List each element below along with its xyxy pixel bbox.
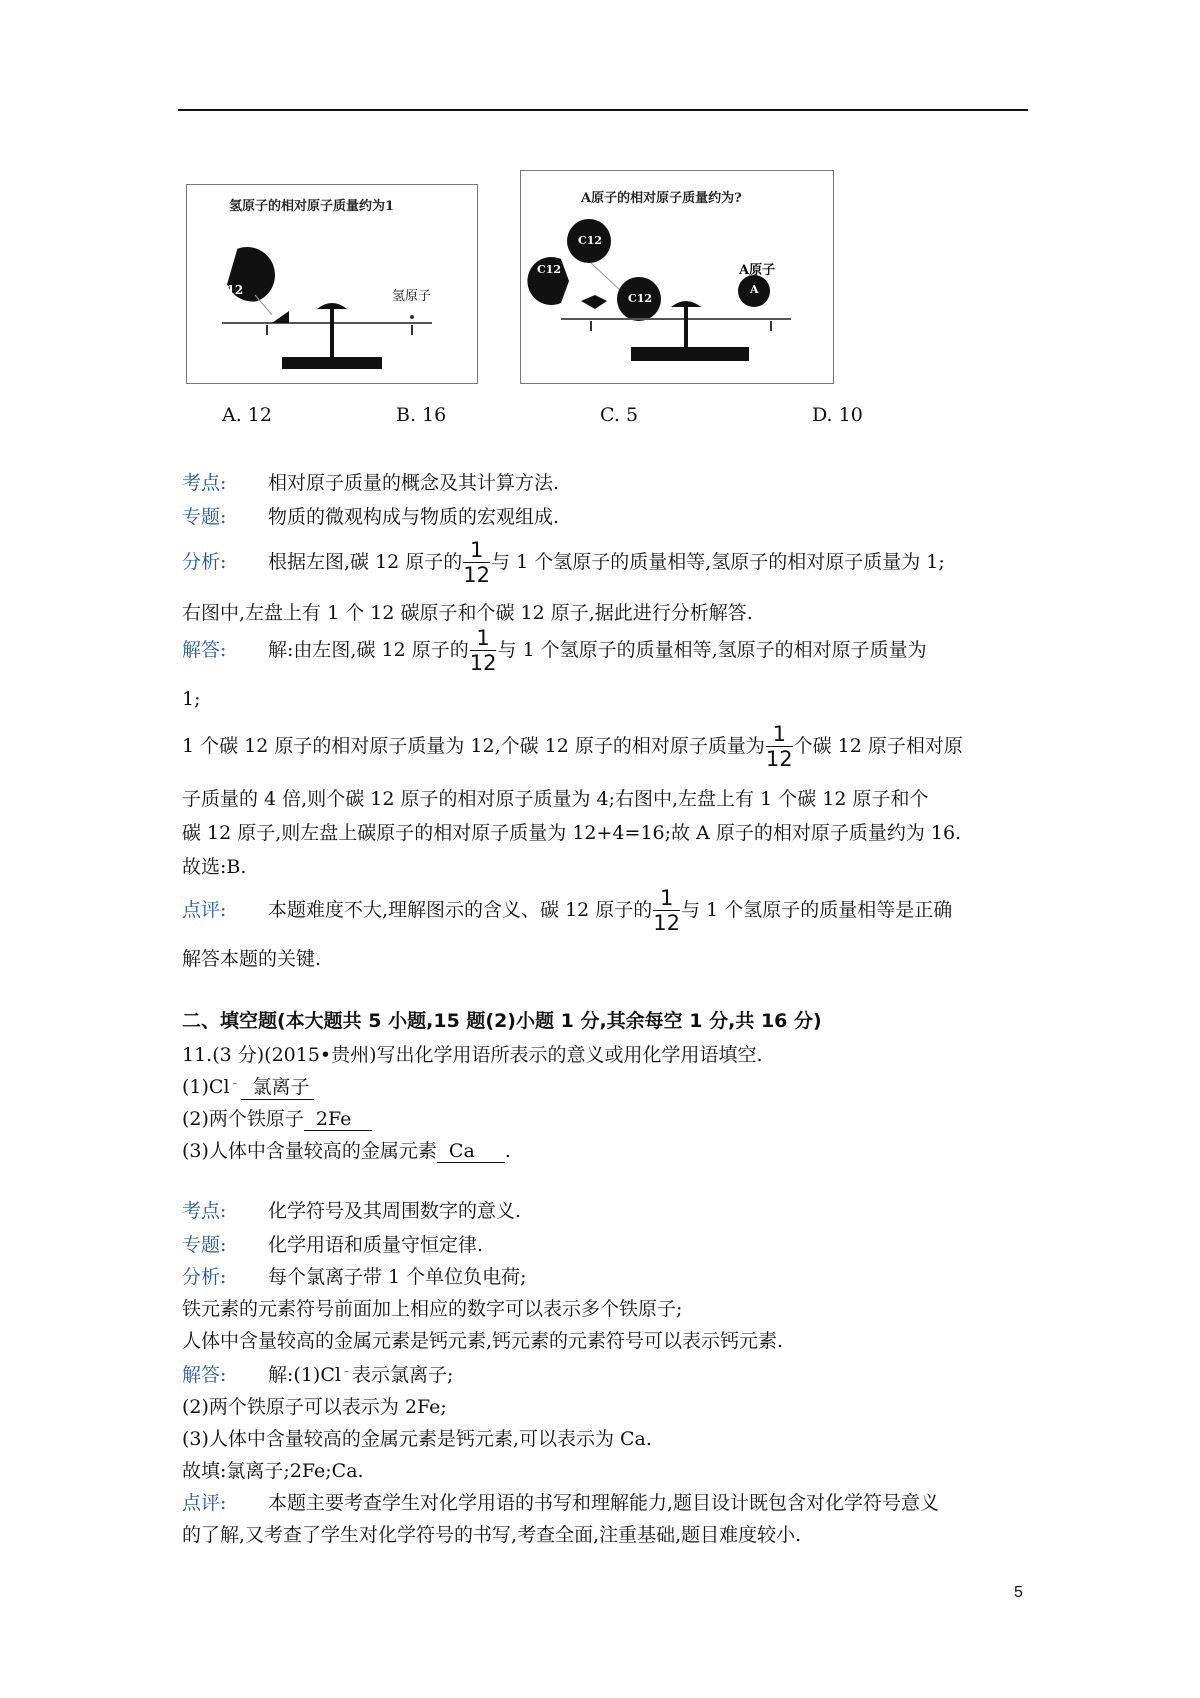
q10-dianping-pre: 本题难度不大,理解图示的含义、碳 12 原子的 — [268, 899, 653, 921]
q10-jieda-post: 与 1 个氢原子的质量相等,氢原子的相对原子质量为 — [497, 639, 927, 661]
header-rule — [178, 109, 1028, 111]
section-heading: 二、填空题(本大题共 5 小题,15 题(2)小题 1 分,其余每空 1 分,共 16 分) — [182, 1010, 822, 1032]
q10-jieda-line5: 碳 12 原子,则左盘上碳原子的相对原子质量为 12+4=16;故 A 原子的相对原子质量约为 16. — [182, 822, 962, 844]
option-c: C. 5 — [600, 404, 639, 426]
option-a: A. 12 — [222, 404, 272, 426]
q10-jieda-line4: 子质量的 4 倍,则个碳 12 原子的相对原子质量为 4;右图中,左盘上有 1 个碳 12 原子和个 — [182, 788, 929, 810]
figure-right-a-ball: A — [750, 283, 759, 296]
label-dianping: 点评: — [182, 899, 227, 921]
q11-fenxi — [182, 1262, 527, 1289]
q11-jieda — [182, 1360, 453, 1387]
figure-left-title: 氢原子的相对原子质量约为1 — [229, 199, 395, 214]
q11-jieda-line4: 故填:氯离子;2Fe;Ca. — [182, 1460, 364, 1482]
q10-zhuanti-text: 物质的微观构成与物质的宏观组成. — [268, 506, 560, 528]
q11-part1 — [182, 1072, 314, 1100]
fraction-one-twelfth: $\frac{1}{12}$ — [469, 626, 497, 675]
q11-dianping-line2: 的了解,又考查了学生对化学符号的书写,考查全面,注重基础,题目难度较小. — [182, 1524, 802, 1546]
fraction-one-twelfth: $\frac{1}{12}$ — [463, 538, 491, 587]
q11-part3 — [182, 1136, 511, 1163]
q10-jieda-line2: 1; — [182, 688, 201, 710]
q11-jieda-line2: (2)两个铁原子可以表示为 2Fe; — [182, 1396, 447, 1418]
q10-jieda-pre: 解:由左图,碳 12 原子的 — [268, 639, 469, 661]
q11-stem: 11.(3 分)(2015•贵州)写出化学用语所表示的意义或用化学用语填空. — [182, 1044, 763, 1066]
answer-options — [178, 404, 1028, 430]
label-jieda: 解答: — [182, 1364, 227, 1386]
q11-part2 — [182, 1104, 372, 1131]
q11-jieda-pre: 解:(1)Cl — [268, 1364, 341, 1386]
figure-left-side-label: 氢原子 — [392, 289, 432, 304]
q10-kaodian-text: 相对原子质量的概念及其计算方法. — [268, 472, 560, 494]
figure-right-ball-label-2: C12 — [537, 263, 562, 276]
balance-scale-right — [521, 171, 833, 383]
label-zhuanti: 专题: — [182, 1234, 227, 1256]
label-kaodian: 考点: — [182, 472, 227, 494]
q11-fenxi-line2: 铁元素的元素符号前面加上相应的数字可以表示多个铁原子; — [182, 1298, 683, 1320]
q11-zhuanti-text: 化学用语和质量守恒定律. — [268, 1234, 484, 1256]
fraction-one-twelfth: $\frac{1}{12}$ — [653, 886, 681, 935]
figure-right-ball-label-3: C12 — [628, 292, 653, 305]
q11-kaodian — [182, 1196, 521, 1223]
figure-right — [520, 170, 834, 384]
figure-right-a-label: A原子 — [739, 263, 776, 278]
q10-zhuanti — [182, 502, 559, 529]
label-zhuanti: 专题: — [182, 506, 227, 528]
q11-part1-pre: (1)Cl — [182, 1076, 230, 1098]
q11-kaodian-text: 化学符号及其周围数字的意义. — [268, 1200, 522, 1222]
q11-part2-pre: (2)两个铁原子 — [182, 1108, 304, 1130]
q11-part1-answer: 氯离子 — [241, 1072, 314, 1100]
figure-right-ball-label-1: C12 — [578, 234, 603, 247]
q11-jieda-line3: (3)人体中含量较高的金属元素是钙元素,可以表示为 Ca. — [182, 1428, 652, 1450]
q10-fenxi-pre: 根据左图,碳 12 原子的 — [268, 551, 463, 573]
q10-jieda-line3-pre: 1 个碳 12 原子的相对原子质量为 12,个碳 12 原子的相对原子质量为 — [182, 735, 765, 757]
q10-jieda-line6: 故选:B. — [182, 856, 247, 878]
q10-fenxi-line2: 右图中,左盘上有 1 个 12 碳原子和个碳 12 原子,据此进行分析解答. — [182, 602, 753, 624]
label-fenxi: 分析: — [182, 1266, 227, 1288]
q11-zhuanti — [182, 1230, 483, 1257]
label-fenxi: 分析: — [182, 551, 227, 573]
q10-fenxi-post: 与 1 个氢原子的质量相等,氢原子的相对原子质量为 1; — [491, 551, 945, 573]
q11-part3-post: . — [504, 1140, 511, 1162]
q11-fenxi-line3: 人体中含量较高的金属元素是钙元素,钙元素的元素符号可以表示钙元素. — [182, 1330, 784, 1352]
q10-fenxi — [182, 540, 945, 586]
q10-dianping-post: 与 1 个氢原子的质量相等是正确 — [681, 899, 953, 921]
figure-left-ball-label: C12 — [217, 283, 244, 297]
q10-dianping — [182, 888, 952, 934]
q10-dianping-line2: 解答本题的关键. — [182, 948, 322, 970]
option-d: D. 10 — [812, 404, 863, 426]
q11-fenxi-text: 每个氯离子带 1 个单位负电荷; — [268, 1266, 527, 1288]
label-dianping: 点评: — [182, 1492, 227, 1514]
fraction-one-twelfth: $\frac{1}{12}$ — [765, 722, 793, 771]
option-b: B. 16 — [396, 404, 447, 426]
q11-part3-answer: Ca — [437, 1140, 505, 1163]
q11-part2-answer: 2Fe — [304, 1108, 372, 1131]
q11-dianping-text: 本题主要考查学生对化学用语的书写和理解能力,题目设计既包含对化学符号意义 — [268, 1492, 940, 1514]
q11-part3-pre: (3)人体中含量较高的金属元素 — [182, 1140, 437, 1162]
figure-left — [186, 184, 478, 384]
figure-right-title: A原子的相对原子质量约为? — [581, 191, 742, 206]
q10-jieda-line3 — [182, 724, 963, 770]
q11-part1-sup: ﹣ — [229, 1075, 241, 1089]
label-kaodian: 考点: — [182, 1200, 227, 1222]
label-jieda: 解答: — [182, 639, 227, 661]
q11-jieda-sup: ﹣ — [340, 1363, 352, 1377]
q10-jieda-line3-post: 个碳 12 原子相对原 — [793, 735, 963, 757]
page-number: 5 — [1014, 1584, 1023, 1601]
q11-jieda-post: 表示氯离子; — [351, 1364, 454, 1386]
q10-kaodian — [182, 468, 559, 495]
q10-jieda — [182, 628, 927, 674]
q11-dianping — [182, 1488, 939, 1515]
